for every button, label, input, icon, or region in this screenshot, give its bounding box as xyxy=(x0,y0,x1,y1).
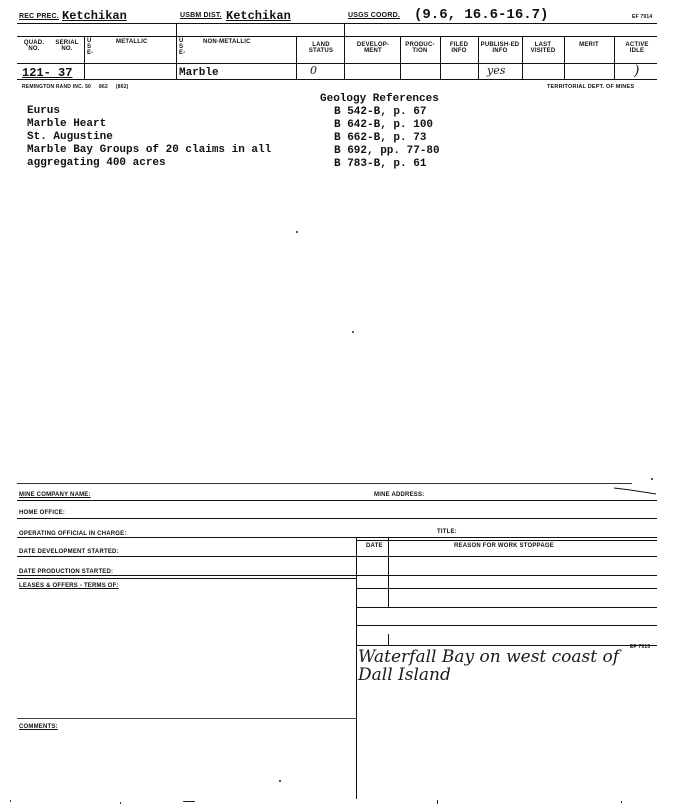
geology-references-title: Geology References xyxy=(320,93,439,105)
geology-reference: B 642-B, p. 100 xyxy=(334,119,434,131)
divider xyxy=(84,36,85,79)
nonmetallic-value: Marble xyxy=(179,67,219,79)
divider xyxy=(478,36,479,79)
divider xyxy=(176,23,177,79)
date-label: DATE xyxy=(366,543,383,549)
claims-list xyxy=(27,105,271,170)
last-visited-label: LAST VISITED xyxy=(530,42,556,54)
published-info-value: yes xyxy=(487,64,506,77)
list-item: aggregating 400 acres xyxy=(27,157,166,169)
rule xyxy=(17,518,657,519)
development-label: DEVELOP-MENT xyxy=(356,42,390,54)
header-mid-rule xyxy=(17,36,657,37)
date-column-divider-right xyxy=(388,634,389,645)
metallic-label: METALLIC xyxy=(116,39,148,45)
reason-label: REASON FOR WORK STOPPAGE xyxy=(454,543,554,549)
rule xyxy=(356,625,657,626)
divider xyxy=(296,36,297,79)
usgs-coord-label: USGS COORD. xyxy=(348,12,400,19)
date-column-divider-right xyxy=(388,537,389,608)
date-column-divider xyxy=(356,537,357,799)
production-label: PRODUC-TION xyxy=(405,42,435,54)
nonmetallic-label: NON-METALLIC xyxy=(203,39,251,45)
mine-company-label: MINE COMPANY NAME: xyxy=(19,492,91,498)
header-top-rule xyxy=(17,23,657,24)
header-label-rule xyxy=(17,63,657,64)
title-label: TITLE: xyxy=(437,529,457,535)
land-status-value: 0 xyxy=(310,64,317,77)
operating-official-label: OPERATING OFFICIAL IN CHARGE: xyxy=(19,531,127,537)
leases-label: LEASES & OFFERS - TERMS OF: xyxy=(19,583,119,589)
printer-line: REMINGTON RAND INC. 50 862 (862) xyxy=(22,84,129,90)
rule xyxy=(17,578,357,579)
quad-no-label: QUAD. NO. xyxy=(23,40,45,52)
divider xyxy=(614,36,615,79)
prod-started-label: DATE PRODUCTION STARTED: xyxy=(19,569,114,575)
filed-info-label: FILED INFO xyxy=(449,42,469,54)
comments-label: COMMENTS: xyxy=(19,724,58,730)
geology-reference: B 692, pp. 77-80 xyxy=(334,145,440,157)
scan-speck xyxy=(296,231,298,233)
location-note-line2: Dall Island xyxy=(358,665,451,685)
location-note-line1: Waterfall Bay on west coast of xyxy=(358,647,620,667)
rule xyxy=(17,556,657,557)
rule xyxy=(356,540,657,541)
header-bottom-rule xyxy=(17,79,657,80)
usbm-dist-label: USBM DIST. xyxy=(180,12,222,19)
nonmetallic-prefix: U S E- xyxy=(179,38,186,56)
lower-top-rule xyxy=(17,483,632,484)
active-idle-label: ACTIVE IDLE xyxy=(625,42,649,54)
mine-address-label: MINE ADDRESS: xyxy=(374,492,425,498)
form-number-top: EF 7914 xyxy=(632,14,653,20)
published-info-label: PUBLISH-ED INFO xyxy=(480,42,520,54)
geology-reference: B 662-B, p. 73 xyxy=(334,132,427,144)
rule xyxy=(356,607,657,608)
list-item: Marble Heart xyxy=(27,118,107,130)
divider xyxy=(564,36,565,79)
list-item: Marble Bay Groups of 20 claims in all xyxy=(27,144,272,156)
territorial-dept: TERRITORIAL DEPT. OF MINES xyxy=(547,84,635,90)
scan-speck xyxy=(437,800,438,804)
corner-stroke xyxy=(612,484,658,496)
form-number-bottom: EF 7915 xyxy=(630,644,651,650)
metallic-prefix: U S E- xyxy=(87,38,94,56)
divider xyxy=(344,23,345,79)
rule xyxy=(356,645,657,646)
land-status-label: LAND STATUS xyxy=(308,42,334,54)
merit-label: MERIT xyxy=(579,42,599,48)
geology-reference: B 542-B, p. 67 xyxy=(334,106,427,118)
rule xyxy=(356,588,657,589)
list-item: Eurus xyxy=(27,105,61,117)
serial-no-label: SERIAL NO. xyxy=(55,40,79,52)
rec-prec-label: REC PREC. xyxy=(19,13,59,20)
geology-references-list xyxy=(334,106,440,171)
usgs-coord-value: (9.6, 16.6-16.7) xyxy=(414,7,549,23)
home-office-label: HOME OFFICE: xyxy=(19,510,66,516)
usbm-dist-value: Ketchikan xyxy=(226,9,291,23)
divider xyxy=(400,36,401,79)
rule xyxy=(17,500,657,501)
rule xyxy=(17,575,657,576)
rec-prec-value: Ketchikan xyxy=(62,9,127,23)
geology-reference: B 783-B, p. 61 xyxy=(334,158,427,170)
scan-speck xyxy=(120,802,121,804)
scan-speck xyxy=(10,800,11,802)
quad-serial-value: 121- 37 xyxy=(22,66,73,80)
active-idle-mark: ) xyxy=(634,63,640,79)
scan-speck xyxy=(352,331,354,333)
list-item: St. Augustine xyxy=(27,131,113,143)
scan-speck xyxy=(279,780,281,782)
scan-speck xyxy=(651,478,653,480)
rule xyxy=(17,718,357,719)
scan-speck xyxy=(621,801,622,803)
divider xyxy=(522,36,523,79)
dev-started-label: DATE DEVELOPMENT STARTED: xyxy=(19,549,119,555)
scan-speck xyxy=(183,801,195,802)
rule xyxy=(17,537,657,538)
divider xyxy=(440,36,441,79)
